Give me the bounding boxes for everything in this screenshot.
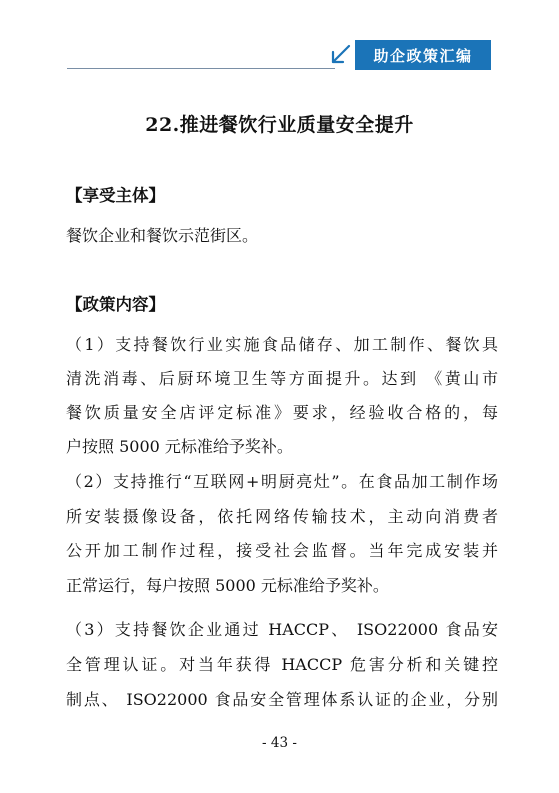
content-line: 所安装摄像设备，依托网络传输技术，主动向消费者	[66, 507, 498, 526]
content-line: （2）支持推行“互联网+明厨亮灶”。在食品加工制作场	[66, 472, 498, 491]
page-number: - 43 -	[262, 735, 297, 751]
section-heading-content: 【政策内容】	[66, 295, 165, 314]
content-line: 公开加工制作过程，接受社会监督。当年完成安装并	[66, 541, 498, 560]
content-line: 全管理认证。对当年获得 HACCP 危害分析和关键控	[66, 655, 498, 674]
content-line: 清洗消毒、后厨环境卫生等方面提升。达到 《黄山市	[66, 369, 498, 388]
content-line: （1）支持餐饮行业实施食品储存、加工制作、餐饮具	[66, 335, 498, 354]
subject-text: 餐饮企业和餐饮示范街区。	[66, 226, 259, 245]
content-line: （3）支持餐饮企业通过 HACCP、 ISO22000 食品安	[66, 620, 498, 639]
page-title: 22.推进餐饮行业质量安全提升	[145, 114, 414, 136]
content-line: 餐饮质量安全店评定标准》要求，经验收合格的，每	[66, 403, 498, 422]
section-heading-subject: 【享受主体】	[66, 186, 165, 205]
header-badge: 助企政策汇编	[355, 40, 491, 70]
content-line: 正常运行，每户按照 5000 元标准给予奖补。	[66, 576, 389, 595]
content-line: 制点、 ISO22000 食品安全管理体系认证的企业，分别	[66, 690, 498, 709]
arrow-down-left-icon	[329, 44, 351, 66]
content-line: 户按照 5000 元标准给予奖补。	[66, 437, 293, 456]
header-rule	[67, 68, 335, 69]
